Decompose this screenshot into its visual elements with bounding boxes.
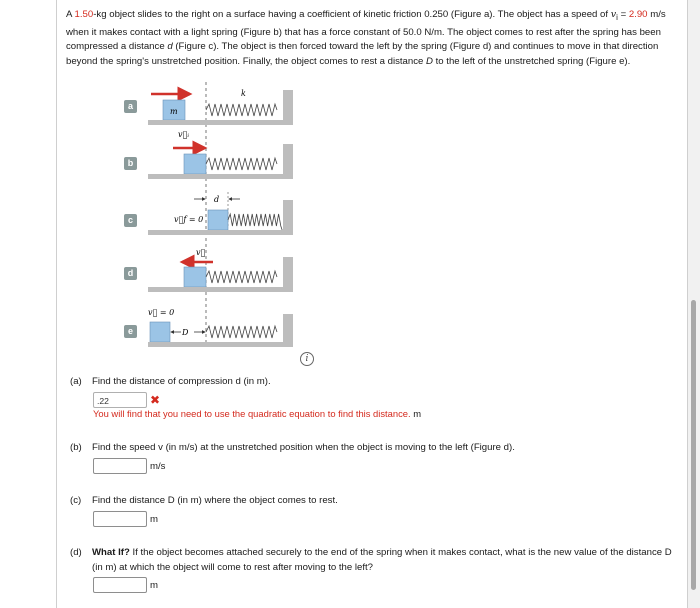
block-d [184, 267, 206, 287]
spring-e [206, 326, 277, 338]
speed-value: 2.90 [628, 9, 648, 20]
wall-b [283, 144, 293, 176]
panel-label-a: a [124, 100, 137, 113]
block-b [184, 154, 206, 174]
spring-d [206, 271, 277, 283]
answer-row-d [93, 577, 158, 593]
figure-drawing [118, 82, 418, 372]
floor-a [148, 120, 293, 125]
floor-e [148, 342, 293, 347]
floor-c [148, 230, 293, 235]
info-icon[interactable]: i [300, 352, 314, 366]
panel-a [148, 89, 293, 125]
panel-c [148, 192, 293, 235]
spring-c [228, 214, 283, 232]
unit-b: m/s [150, 460, 166, 472]
question-d-text: What If? If the object becomes attached securely to the end of the spring when it makes contact, what is the new value of the distance D (in m) at which the object will come to rest after moving to the left? [92, 547, 672, 573]
spring-constant-label: k [241, 89, 246, 98]
d-label: d [214, 195, 220, 204]
question-c: (c) Find the distance D (in m) where the object comes to rest. [70, 494, 675, 509]
panel-d [148, 248, 293, 292]
scrollbar-thumb[interactable] [691, 300, 696, 590]
question-b-text: Find the speed v (in m/s) at the unstretched position when the object is moving to the left (Figure d). [92, 442, 515, 453]
wall-e [283, 314, 293, 346]
unit-c: m [150, 513, 158, 525]
problem-statement: A 1.50-kg object slides to the right on a surface having a coefficient of kinetic friction 0.250 (Figure a). The object has a speed of $v_i = 2.90$ m/s when it makes contact with a light spring (Figure b) that has a force constant of 50.0 N/m. The object comes to rest after the spring has been compressed a distance d (Figure c). The object is then forced toward the left by the spring (Figure d) and continues to move in that direction beyond the spring's unstretched position. Finally, the object comes to rest a distance D to the left of the unstretched spring (Figure e). [66, 9, 666, 67]
v0-label: v⃗ = 0 [148, 308, 175, 317]
spring-a [206, 104, 277, 116]
question-c-text: Find the distance D (in m) where the object comes to rest. [92, 495, 338, 506]
block-c [208, 210, 228, 230]
answer-row-c [93, 511, 158, 527]
panel-label-c: c [124, 214, 137, 227]
vd-label: v⃗ [196, 248, 206, 257]
question-a-text: Find the distance of compression d (in m). [92, 376, 271, 387]
panel-b [148, 130, 293, 179]
wall-c [283, 200, 293, 232]
D-label: D [182, 328, 189, 337]
unit-d: m [150, 579, 158, 591]
mass-label: m [170, 107, 178, 116]
wall-d [283, 257, 293, 289]
spring-b [206, 158, 277, 170]
panel-e [148, 308, 293, 347]
answer-input-c[interactable] [93, 511, 147, 527]
question-d: (d) What If? If the object becomes attached securely to the end of the spring when it makes contact, what is the new value of the distance D (in m) at which the object will come to rest after moving to the left? [70, 546, 675, 575]
panel-label-b: b [124, 157, 137, 170]
vi-label: v⃗ᵢ [178, 130, 189, 139]
panel-label-e: e [124, 325, 137, 338]
hint-a [93, 408, 421, 419]
block-e [150, 322, 170, 342]
answer-row-a [93, 392, 160, 408]
floor-b [148, 174, 293, 179]
answer-row-b [93, 458, 165, 474]
wall-a [283, 90, 293, 122]
answer-input-d[interactable] [93, 577, 147, 593]
question-b: (b) Find the speed v (in m/s) at the unstretched position when the object is moving to the left (Figure d). [70, 441, 675, 456]
scrollbar[interactable] [688, 0, 700, 608]
answer-input-a[interactable]: .22 [93, 392, 147, 408]
spring-figure [118, 82, 418, 372]
unit-a: m [413, 408, 421, 419]
vf-label: v⃗f = 0 [174, 215, 204, 224]
answer-input-b[interactable] [93, 458, 147, 474]
hint-message: You will find that you need to use the quadratic equation to find this distance. [93, 408, 411, 419]
incorrect-x-icon: ✖ [150, 393, 161, 407]
mass-value: 1.50 [74, 9, 94, 20]
question-a: (a) Find the distance of compression d (in m). [70, 375, 675, 390]
floor-d [148, 287, 293, 292]
what-if-label: What If? [92, 547, 130, 558]
panel-label-d: d [124, 267, 137, 280]
